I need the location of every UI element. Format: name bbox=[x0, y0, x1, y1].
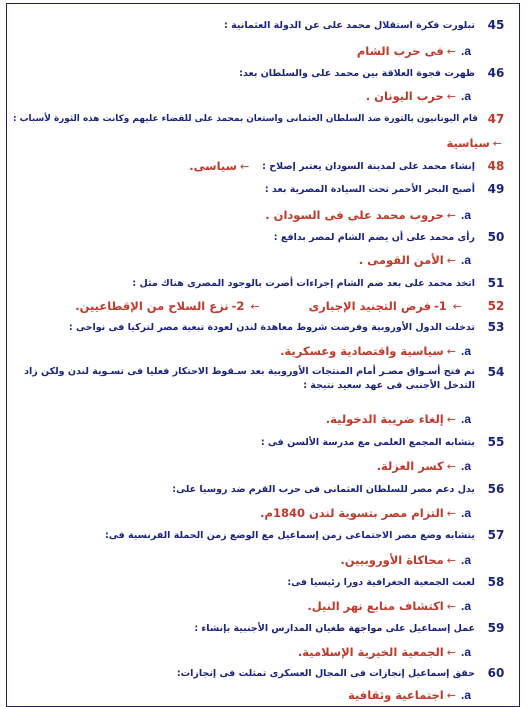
question-text: تم فتح أسـواق مصـر أمام المنتجات الأوروبية بعد سـقوط الاحتكار فعليا فى تسـوية لندن ولكن زاد التدخل الأجنبى فى عهد سعيد نتيجة : bbox=[24, 366, 475, 391]
answer-label: a. bbox=[460, 344, 471, 358]
question-55 bbox=[7, 435, 519, 449]
arrow-icon: ← bbox=[446, 645, 456, 659]
answer-label: a. bbox=[460, 599, 471, 613]
question-number: 59 bbox=[487, 621, 505, 635]
question-58 bbox=[7, 575, 519, 589]
question-57 bbox=[7, 528, 519, 542]
answer-label: a. bbox=[460, 208, 471, 222]
question-number: 60 bbox=[487, 666, 505, 680]
question-59 bbox=[7, 621, 519, 635]
question-text: أصبح البحر الأحمر تحت السيادة المصرية بعد : bbox=[264, 183, 475, 195]
question-number: 53 bbox=[487, 320, 505, 334]
question-text: ظهرت فجوة العلاقة بين محمد على والسلطان بعد: bbox=[239, 67, 475, 79]
arrow-icon: ← bbox=[446, 553, 456, 567]
question-53 bbox=[7, 320, 519, 334]
arrow-icon: ← bbox=[446, 208, 456, 222]
question-number: 56 bbox=[487, 482, 505, 496]
question-60 bbox=[7, 666, 519, 680]
question-45 bbox=[7, 18, 519, 32]
answer-label: a. bbox=[460, 44, 471, 58]
answer-text: سياسية واقتصادية وعسكرية. bbox=[280, 344, 444, 358]
arrow-icon: ← bbox=[446, 459, 456, 473]
answer-54 bbox=[7, 412, 519, 426]
arrow-icon: ← bbox=[446, 599, 456, 613]
answer-text: الأمن القومى . bbox=[358, 253, 444, 267]
answer-47 bbox=[7, 136, 519, 150]
question-number: 46 bbox=[487, 66, 505, 80]
question-text: تبلورت فكرة استقلال محمد على عن الدولة العثمانية : bbox=[224, 19, 475, 31]
answer-text: التزام مصر بتسوية لندن 1840م. bbox=[260, 506, 444, 520]
question-text: يتشابه المجمع العلمى مع مدرسة الألسن فى : bbox=[260, 436, 475, 448]
arrow-icon: ← bbox=[446, 344, 456, 358]
question-number: 47 bbox=[487, 112, 505, 126]
question-text: اتخذ محمد على بعد ضم الشام إجراءات أضرت بالوجود المصرى هناك مثل : bbox=[132, 277, 475, 289]
answer-prefix: 2- bbox=[231, 299, 245, 313]
question-text: قام اليونانيون بالثورة ضد السلطان العثمانى واستعان بمحمد على للقضاء عليهم وكانت هذه الثورة لأسباب : bbox=[13, 114, 478, 124]
answer-text: فى حرب الشام bbox=[356, 44, 444, 58]
answer-text: اجتماعية وثقافية bbox=[348, 688, 444, 702]
answer-58 bbox=[7, 599, 519, 613]
answer-56 bbox=[7, 506, 519, 520]
answer-55 bbox=[7, 459, 519, 473]
answer-text: فرض التجنيد الإجبارى bbox=[308, 299, 431, 313]
question-text: إنشاء محمد على لمدينة السودان يعتبر إصلاح : bbox=[262, 160, 475, 172]
question-number: 52 bbox=[487, 299, 505, 313]
answer-text: سياسية bbox=[446, 136, 490, 150]
question-number: 50 bbox=[487, 230, 505, 244]
question-46 bbox=[7, 66, 519, 80]
answer-label: a. bbox=[460, 253, 471, 267]
answer-text: كسر العزلة. bbox=[376, 459, 444, 473]
arrow-icon: ← bbox=[492, 136, 502, 150]
question-number: 58 bbox=[487, 575, 505, 589]
arrow-icon: ← bbox=[446, 253, 456, 267]
question-number: 51 bbox=[487, 276, 505, 290]
question-47 bbox=[7, 112, 519, 126]
question-text: لعبت الجمعية الجغرافية دورا رئيسيا فى: bbox=[287, 576, 475, 588]
answer-59 bbox=[7, 645, 519, 659]
question-number: 57 bbox=[487, 528, 505, 542]
answer-label: a. bbox=[460, 89, 471, 103]
answer-label: a. bbox=[460, 553, 471, 567]
arrow-icon: ← bbox=[452, 299, 462, 313]
question-text: رأى محمد على أن يضم الشام لمصر بدافع : bbox=[273, 231, 475, 243]
question-number: 45 bbox=[487, 18, 505, 32]
answer-text: اكتشاف منابع نهر النيل. bbox=[307, 599, 444, 613]
answer-52-part-1 bbox=[309, 299, 465, 313]
answer-57 bbox=[7, 553, 519, 567]
question-text: عمل إسماعيل على مواجهة طغيان المدارس الأجنبية بإنشاء : bbox=[194, 622, 475, 634]
answer-46 bbox=[7, 89, 519, 103]
answer-text: حرب اليونان . bbox=[365, 89, 444, 103]
question-51 bbox=[7, 276, 519, 290]
arrow-icon: ← bbox=[446, 506, 456, 520]
question-number: 55 bbox=[487, 435, 505, 449]
question-number: 54 bbox=[487, 365, 505, 379]
worksheet-page bbox=[6, 3, 520, 707]
answer-label: a. bbox=[460, 506, 471, 520]
question-number: 49 bbox=[487, 182, 505, 196]
answer-45 bbox=[7, 44, 519, 58]
answer-52-part-2 bbox=[75, 299, 262, 313]
answer-text: نزع السلاح من الإقطاعيين. bbox=[75, 299, 229, 313]
answer-text: حروب محمد على فى السودان . bbox=[265, 208, 444, 222]
question-50 bbox=[7, 230, 519, 244]
answer-prefix: 1- bbox=[433, 299, 447, 313]
question-52 bbox=[7, 299, 519, 313]
answer-53 bbox=[7, 344, 519, 358]
arrow-icon: ← bbox=[446, 89, 456, 103]
answer-50 bbox=[7, 253, 519, 267]
question-49 bbox=[7, 182, 519, 196]
question-48 bbox=[7, 159, 519, 173]
question-text: يدل دعم مصر للسلطان العثمانى فى حرب القرم ضد روسيا على: bbox=[172, 483, 475, 495]
answer-label: a. bbox=[460, 645, 471, 659]
arrow-icon: ← bbox=[446, 688, 456, 702]
arrow-icon: ← bbox=[239, 159, 250, 173]
answer-label: a. bbox=[460, 459, 471, 473]
arrow-icon: ← bbox=[446, 412, 456, 426]
answer-60 bbox=[7, 688, 519, 702]
question-text: حقق إسماعيل إنجازات فى المجال العسكرى تمثلت فى إنجازات: bbox=[176, 667, 475, 679]
answer-text: سياسى. bbox=[189, 159, 237, 173]
answer-label: a. bbox=[460, 688, 471, 702]
question-text: تدخلت الدول الأوروبية وفرضت شروط معاهدة لندن لعودة تبعية مصر لتركيا فى نواحى : bbox=[68, 321, 475, 333]
question-text: يتشابه وضع مصر الاجتماعى زمن إسماعيل مع الوضع زمن الحملة الفرنسية فى: bbox=[105, 529, 475, 541]
arrow-icon: ← bbox=[250, 299, 260, 313]
answer-49 bbox=[7, 208, 519, 222]
answer-text: الجمعية الخيرية الإسلامية. bbox=[297, 645, 444, 659]
arrow-icon: ← bbox=[446, 44, 456, 58]
answer-text: إلغاء ضريبة الدخولية. bbox=[325, 412, 444, 426]
question-56 bbox=[7, 482, 519, 496]
answer-label: a. bbox=[460, 412, 471, 426]
question-number: 48 bbox=[487, 159, 505, 173]
question-54 bbox=[7, 359, 519, 393]
inline-answer-48 bbox=[189, 159, 252, 173]
answer-text: محاكاة الأوروبيين. bbox=[340, 553, 444, 567]
